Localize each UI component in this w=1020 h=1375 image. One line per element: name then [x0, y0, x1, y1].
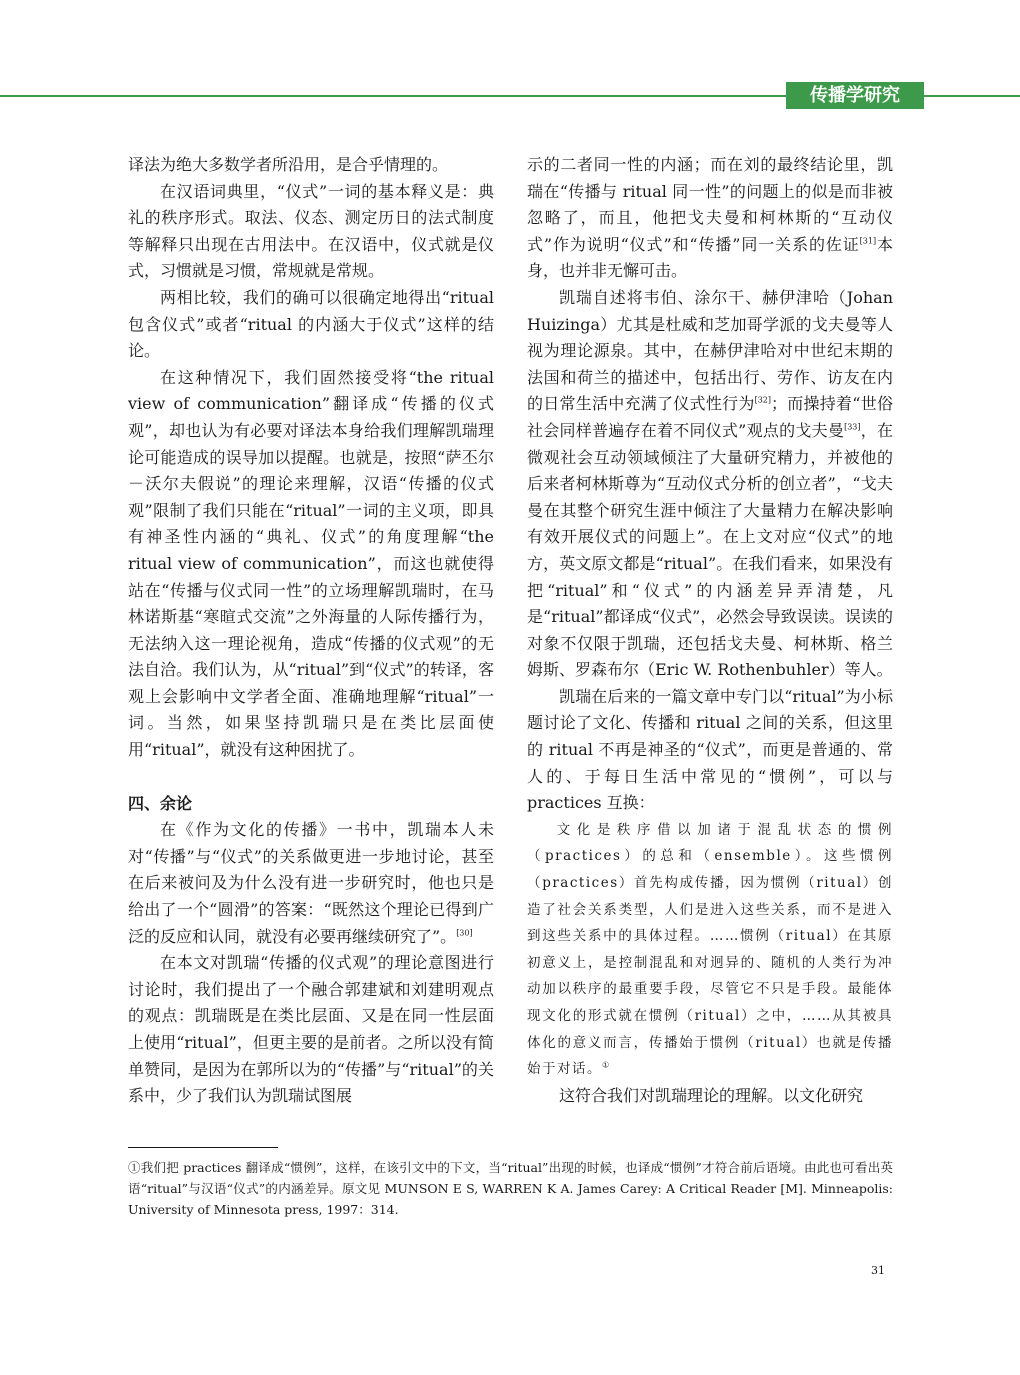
paragraph-text: 示的二者同一性的内涵；而在刘的最终结论里，凯瑞在“传播与 ritual 同一性”的问题上的似是而非被忽略了，而且，他把戈夫曼和柯林斯的“互动仪式”作为说明“仪式”和“传播”同一关系的佐证 [527, 155, 893, 254]
paragraph: 在本文对凯瑞“传播的仪式观”的理论意图进行讨论时，我们提出了一个融合郭建斌和刘建明观点的观点：凯瑞既是在类比层面、又是在同一性层面上使用“ritual”，但更主要的是前者。之所以没有简单赞同，是因为在郭所以为的“传播”与“ritual”的关系中，少了我们认为凯瑞试图展 [128, 953, 494, 1106]
paragraph-text: ；而操持着“世俗社会同样普遍存在着不同仪式”观点的戈夫曼 [527, 394, 893, 440]
paragraph-text: 在《作为文化的传播》一书中，凯瑞本人未对“传播”与“仪式”的关系做更进一步地讨论，甚至在后来被问及为什么没有进一步研究时，他也只是给出了一个“圆滑”的答案：“既然这个理论已得到广泛的反应和认同，就没有必要再继续研究了”。 [128, 820, 494, 946]
paragraph [527, 285, 893, 684]
paragraph: 这符合我们对凯瑞理论的理解。以文化研究 [559, 1085, 864, 1105]
citation-ref: [30] [456, 928, 473, 938]
footnote: ①我们把 practices 翻译成“惯例”，这样，在该引文中的下文，当“ritual”出现的时候，也译成“惯例”才符合前后语境。由此也可看出英语“ritual”与汉语“仪式”的内涵差异。原文见 MUNSON E S, WARREN K A. James Carey: A Critical Reader [M]. Minneapolis: University of Minnesota press, 1997：314. [128, 1160, 893, 1217]
block-quote [527, 817, 893, 1083]
citation-ref: [31] [859, 236, 877, 246]
paragraph-text: 凯瑞自述将韦伯、涂尔干、赫伊津哈（Johan Huizinga）尤其是杜威和芝加哥学派的戈夫曼等人视为理论源泉。其中，在赫伊津哈对中世纪末期的法国和荷兰的描述中，包括出行、劳作、访友在内的日常生活中充满了仪式性行为 [527, 287, 893, 414]
paragraph: 译法为绝大多数学者所沿用，是合乎情理的。 [128, 155, 449, 174]
paragraph-text: ，在微观社会互动领域倾注了大量研究精力，并被他的后来者柯林斯尊为“互动仪式分析的创立者”，“戈夫曼在其整个研究生涯中倾注了大量精力在解决影响有效开展仪式的问题上”。在上文对应“仪式”的地方，英文原文都是“ritual”。在我们看来，如果没有把“ritual”和“仪式”的内涵差异弄清楚，凡是“ritual”都译成“仪式”，必然会导致误读。误读的对象不仅限于凯瑞，还包括戈夫曼、柯林斯、格兰姆斯、罗森布尔（Eric W. Rothenbuhler）等人。 [527, 420, 893, 680]
paragraph [128, 817, 494, 950]
paragraph [527, 152, 893, 285]
right-column [527, 152, 893, 1109]
quote-text: 文化是秩序借以加诸于混乱状态的惯例（practices）的总和（ensemble）。这些惯例（practices）首先构成传播，因为惯例（ritual）创造了社会关系类型，人们是进入这些关系，而不是进入到这些关系中的具体过程。……惯例（ritual）在其原初意义上，是控制混乱和对迥异的、随机的人类行为冲动加以秩序的最重要手段，尽管它不只是手段。最能体现文化的形式就在惯例（ritual）之中，……从其被具体化的意义而言，传播始于惯例（ritual）也就是传播始于对话。 [527, 821, 893, 1078]
citation-ref: [32] [754, 396, 772, 406]
section-tag: 传播学研究 [786, 82, 924, 109]
paragraph: 两相比较，我们的确可以很确定地得出“ritual 包含仪式”或者“ritual 的内涵大于仪式”这样的结论。 [128, 287, 494, 361]
footnote-ref: ① [602, 1060, 611, 1070]
paragraph: 在汉语词典里，“仪式”一词的基本释义是：典礼的秩序形式。取法、仪态、测定历日的法式制度等解释只出现在古用法中。在汉语中，仪式就是仪式，习惯就是习惯，常规就是常规。 [128, 181, 494, 281]
footnote-rule [128, 1147, 278, 1148]
section-heading: 四、余论 [128, 793, 193, 813]
paragraph: 在这种情况下，我们固然接受将“the ritual view of communication”翻译成“传播的仪式观”，却也认为有必要对译法本身给我们理解凯瑞理论可能造成的误导加以提醒。也就是，按照“萨丕尔－沃尔夫假说”的理论来理解，汉语“传播的仪式观”限制了我们只能在“ritual”一词的主义项，即具有神圣性内涵的“典礼、仪式”的角度理解“the ritual view of communication”，而这也就使得站在“传播与仪式同一性”的立场理解凯瑞时，在马林诺斯基“寒暄式交流”之外海量的人际传播行为，无法纳入这一理论视角，造成“传播的仪式观”的无法自洽。我们认为，从“ritual”到“仪式”的转译，客观上会影响中文学者全面、准确地理解“ritual”一词。当然，如果坚持凯瑞只是在类比层面使用“ritual”，就没有这种困扰了。 [128, 367, 494, 760]
page-number: 31 [871, 1264, 885, 1277]
paragraph-text: 本身，也并非无懈可击。 [527, 234, 893, 281]
left-column [128, 152, 494, 1110]
citation-ref: [33] [844, 422, 861, 432]
paragraph: 凯瑞在后来的一篇文章中专门以“ritual”为小标题讨论了文化、传播和 ritual 之间的关系，但这里的 ritual 不再是神圣的“仪式”，而更是普通的、常人的、于每日生活中常见的“惯例”，可以与 practices 互换： [527, 686, 893, 813]
